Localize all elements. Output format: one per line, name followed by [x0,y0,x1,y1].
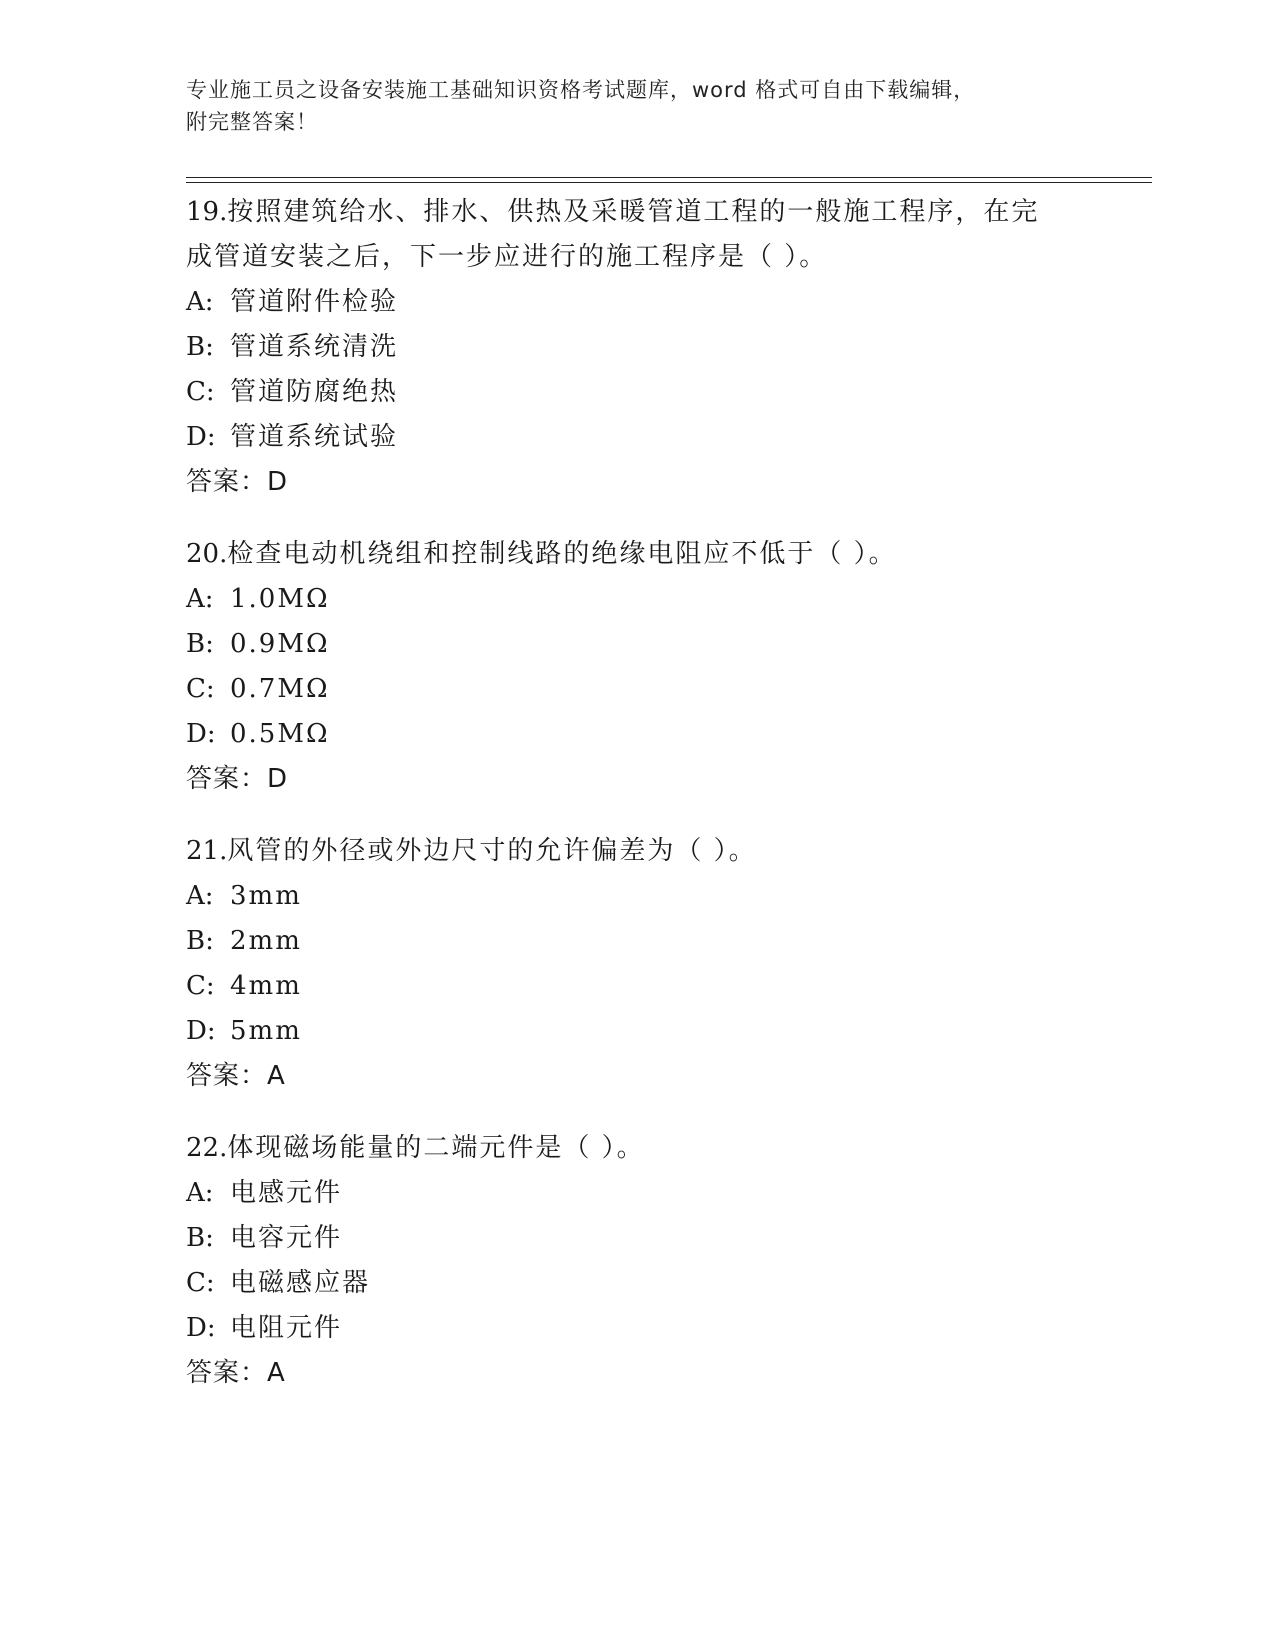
question-number: 20. [186,539,228,569]
option-text: 管道防腐绝热 [230,377,399,407]
option-c [186,667,1146,712]
answer: 答案：D [186,467,289,497]
option-text: 电磁感应器 [230,1268,371,1298]
option-letter: A: [186,881,214,911]
option-a [186,280,1146,325]
option-a [186,1171,1146,1216]
question-22 [186,1126,1146,1396]
question-20 [186,532,1146,802]
option-letter: C: [186,674,215,704]
answer: 答案：D [186,764,289,794]
option-c [186,370,1146,415]
question-text-line-1: 体现磁场能量的二端元件是（ ）。 [227,1133,645,1163]
option-text: 0.5MΩ [230,719,330,749]
option-text: 电阻元件 [230,1313,343,1343]
header-line-2: 附完整答案！ [186,110,318,134]
option-letter: A: [186,584,214,614]
header-divider-bottom [186,182,1152,183]
option-b [186,325,1146,370]
question-stem [186,1126,1146,1171]
question-number: 19. [186,197,228,227]
header-divider-top [186,177,1152,178]
option-text: 1.0MΩ [230,584,330,614]
option-text: 4mm [230,971,302,1001]
answer: 答案：A [186,1358,286,1388]
question-stem [186,532,1146,577]
question-stem [186,190,1146,235]
option-letter: C: [186,377,215,407]
option-d [186,712,1146,757]
option-text: 5mm [230,1016,302,1046]
option-text: 电容元件 [230,1223,343,1253]
option-letter: C: [186,971,215,1001]
question-stem [186,829,1146,874]
option-text: 管道系统清洗 [230,332,399,362]
option-a [186,874,1146,919]
option-d [186,1306,1146,1351]
option-letter: B: [186,1223,214,1253]
option-letter: A: [186,287,214,317]
question-text-line-1: 检查电动机绕组和控制线路的绝缘电阻应不低于（ ）。 [227,539,897,569]
option-letter: D: [186,1313,216,1343]
question-text-line-1: 风管的外径或外边尺寸的允许偏差为（ ）。 [227,836,757,866]
option-d [186,1009,1146,1054]
option-text: 管道系统试验 [230,422,399,452]
option-text: 电感元件 [230,1178,343,1208]
question-21 [186,829,1146,1099]
option-letter: B: [186,926,214,956]
option-letter: A: [186,1178,214,1208]
answer: 答案：A [186,1061,286,1091]
option-d [186,415,1146,460]
option-text: 管道附件检验 [230,287,399,317]
option-letter: B: [186,332,214,362]
option-text: 0.9MΩ [230,629,330,659]
question-19 [186,190,1146,505]
document-header [186,74,1086,138]
option-text: 2mm [230,926,302,956]
question-text-line-2: 成管道安装之后，下一步应进行的施工程序是（ ）。 [186,242,828,272]
option-c [186,1261,1146,1306]
option-letter: C: [186,1268,215,1298]
option-letter: B: [186,629,214,659]
question-number: 21. [186,836,228,866]
option-text: 3mm [230,881,302,911]
option-letter: D: [186,1016,216,1046]
option-b [186,919,1146,964]
question-number: 22. [186,1133,228,1163]
option-c [186,964,1146,1009]
option-b [186,622,1146,667]
question-text-line-1: 按照建筑给水、排水、供热及采暖管道工程的一般施工程序，在完 [227,197,1040,227]
question-list [186,190,1146,1423]
header-line-1: 专业施工员之设备安装施工基础知识资格考试题库，word 格式可自由下载编辑， [186,78,976,102]
option-b [186,1216,1146,1261]
option-a [186,577,1146,622]
option-text: 0.7MΩ [230,674,330,704]
option-letter: D: [186,719,216,749]
option-letter: D: [186,422,216,452]
